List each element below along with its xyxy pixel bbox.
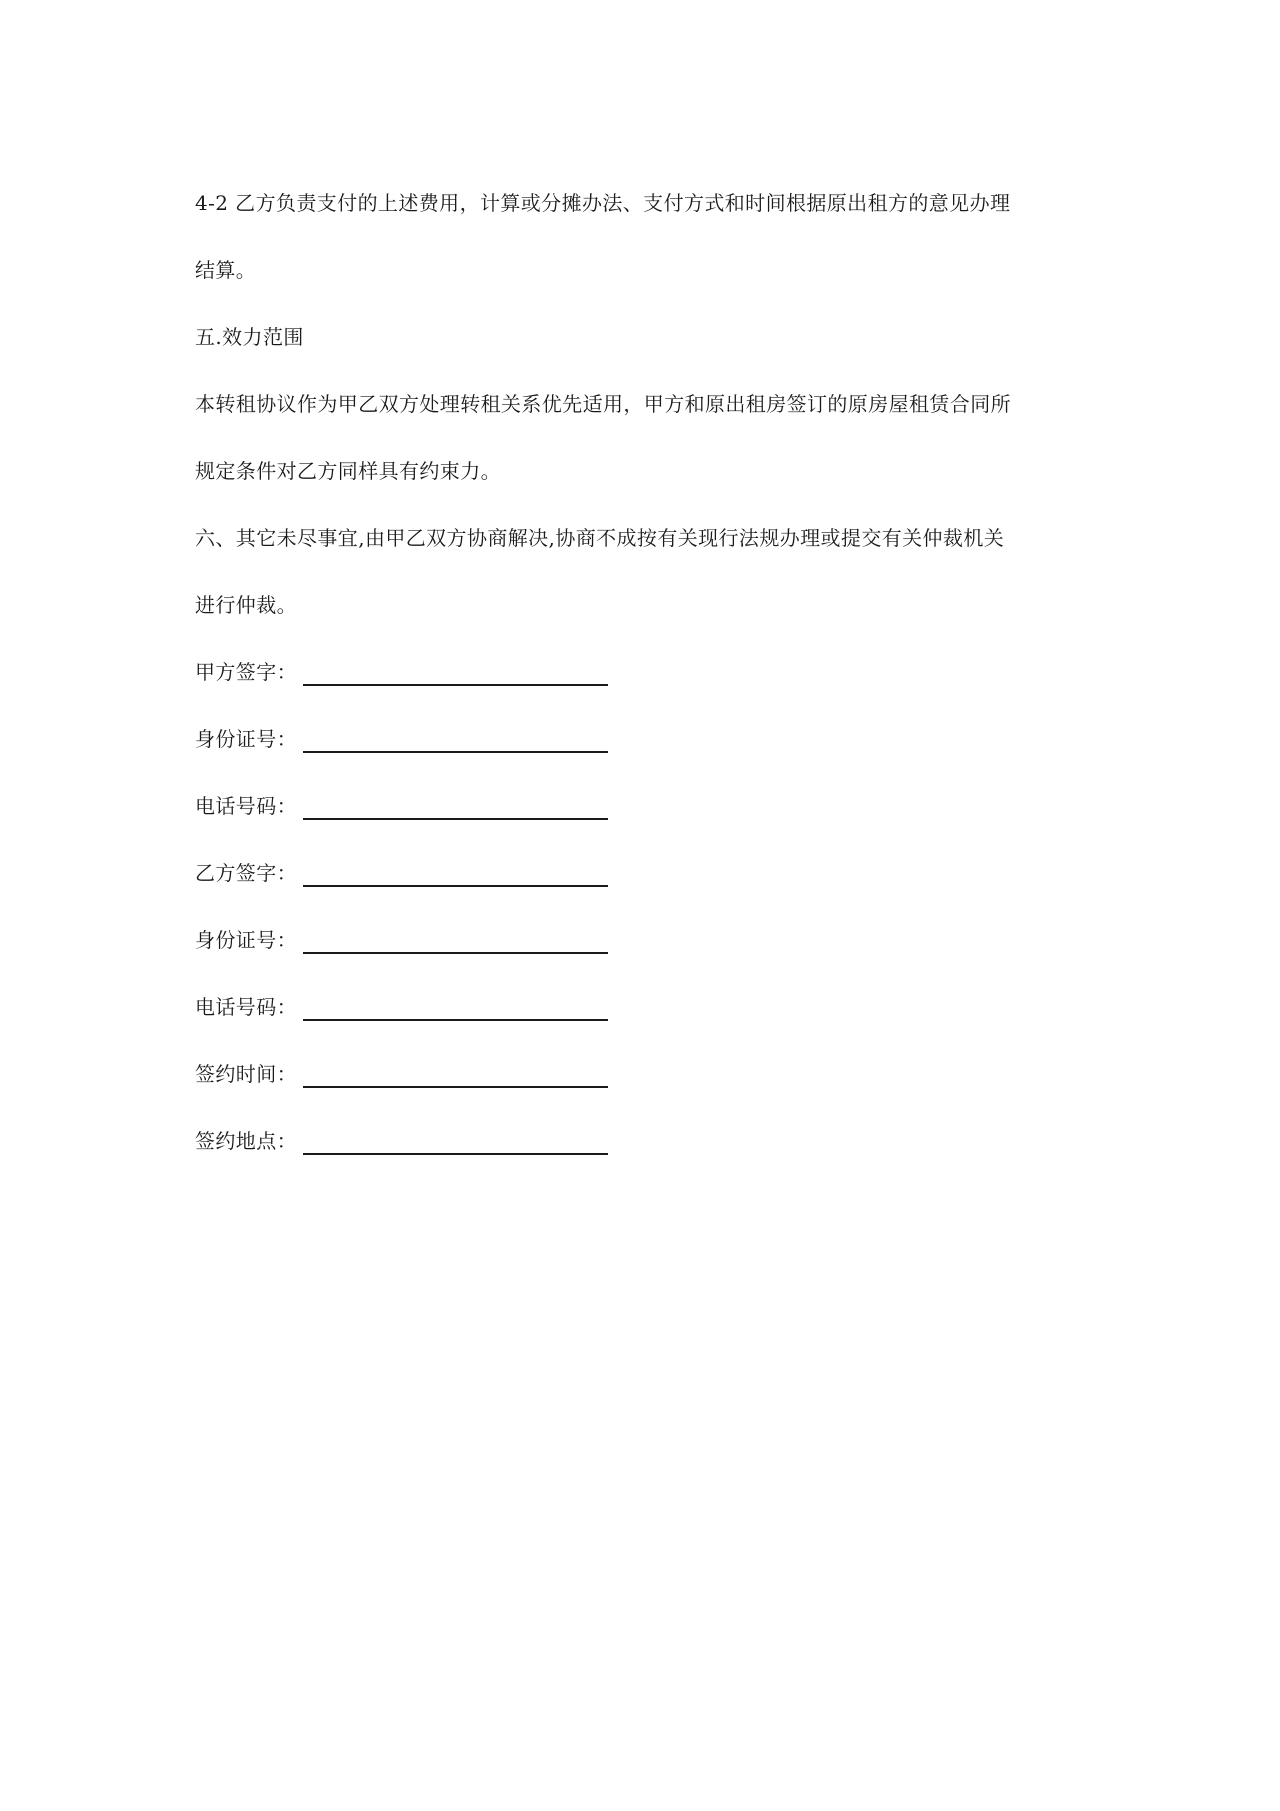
party-b-phone-blank [303, 1019, 608, 1021]
party-b-signature-row [195, 840, 1095, 907]
signing-time-label: 签约时间： [195, 1062, 297, 1086]
party-b-signature-blank [303, 885, 608, 887]
party-a-phone-blank [303, 818, 608, 820]
party-b-phone-row [195, 974, 1095, 1041]
section-6-line-2: 进行仲裁。 [195, 593, 297, 617]
section-5-line-2: 规定条件对乙方同样具有约束力。 [195, 459, 501, 483]
party-a-id-row [195, 706, 1095, 773]
party-a-phone-row [195, 773, 1095, 840]
clause-4-2-line-1: 4-2 乙方负责支付的上述费用，计算或分摊办法、支付方式和时间根据原出租方的意见办理 [195, 191, 1011, 215]
document-body [195, 170, 1095, 1175]
party-b-id-label: 身份证号： [195, 928, 297, 952]
signing-time-row [195, 1041, 1095, 1108]
section-5-line-1: 本转租协议作为甲乙双方处理转租关系优先适用，甲方和原出租房签订的原房屋租赁合同所 [195, 392, 1011, 416]
clause-4-2-line-2: 结算。 [195, 258, 257, 282]
party-a-id-blank [303, 751, 608, 753]
party-a-id-label: 身份证号： [195, 727, 297, 751]
party-b-id-row [195, 907, 1095, 974]
section-6-line-1: 六、其它未尽事宜,由甲乙双方协商解决,协商不成按有关现行法规办理或提交有关仲裁机关 [195, 526, 1005, 550]
party-a-phone-label: 电话号码： [195, 794, 297, 818]
party-b-signature-label: 乙方签字： [195, 861, 297, 885]
signing-time-blank [303, 1086, 608, 1088]
signing-place-label: 签约地点： [195, 1129, 297, 1153]
signing-place-row [195, 1108, 1095, 1175]
party-a-signature-blank [303, 684, 608, 686]
party-b-phone-label: 电话号码： [195, 995, 297, 1019]
party-a-signature-label: 甲方签字： [195, 660, 297, 684]
signing-place-blank [303, 1153, 608, 1155]
party-b-id-blank [303, 952, 608, 954]
section-5-heading: 五.效力范围 [195, 325, 304, 349]
party-a-signature-row [195, 639, 1095, 706]
